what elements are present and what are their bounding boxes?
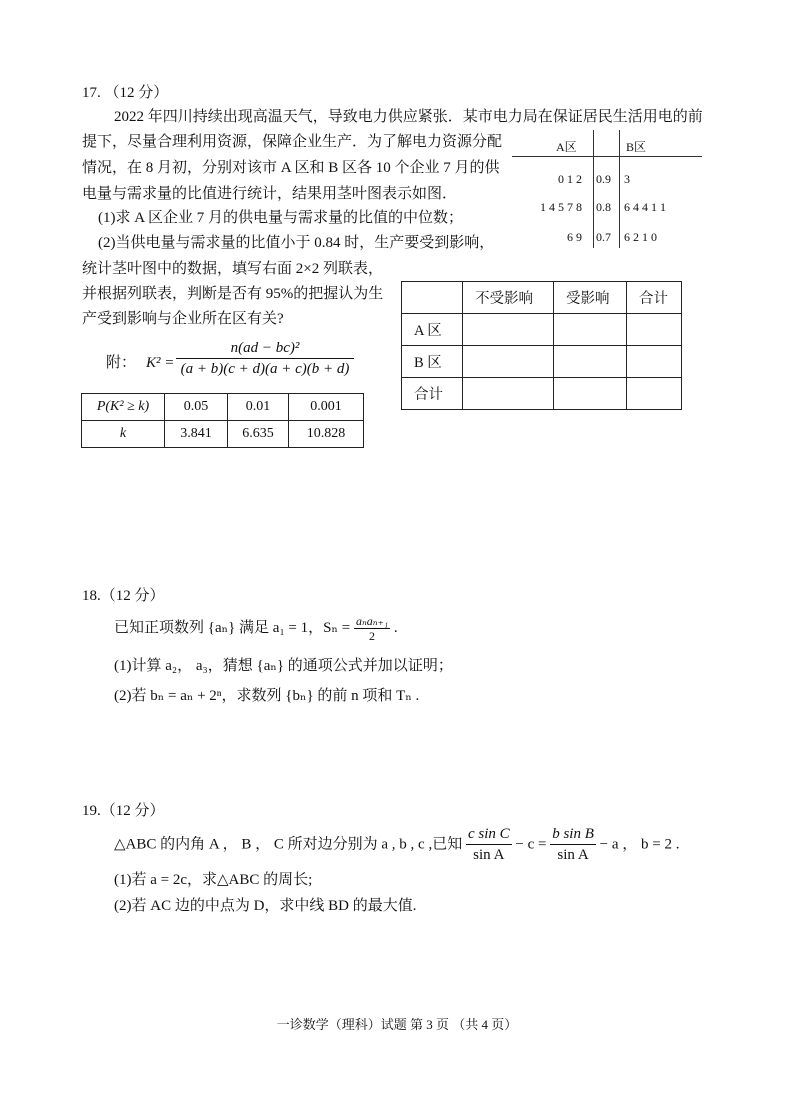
leaf-b-row1: 3 [624,172,630,186]
table-cell: 3.841 [165,421,228,448]
table-cell: 6.635 [228,421,289,448]
q18-line1-text: 已知正项数列 {aₙ} 满足 a₁ = 1，Sₙ = [114,619,351,636]
q18-frac-den: 2 [369,629,376,643]
q19-subquestion-2: (2)若 AC 边的中点为 D，求中线 BD 的最大值. [114,898,417,914]
table-row-label: 合计 [402,378,463,410]
table-row-label: A 区 [402,314,463,346]
q17-paragraph-line1: 2022 年四川持续出现高温天气，导致电力供应紧张．某市电力局在保证居民生活用电的前 [114,109,703,125]
table-cell[interactable] [463,314,554,346]
table-cell[interactable] [554,378,627,410]
q18-fraction [354,614,390,643]
table-header-cell: 受影响 [554,282,627,314]
formula-fraction [176,338,354,379]
contingency-table [401,281,682,410]
appendix-label: 附： [106,355,137,371]
table-header-cell: 合计 [627,282,682,314]
leaf-a-row1: 0 1 2 [558,172,582,186]
table-cell: 0.01 [228,394,289,421]
table-row [402,378,682,410]
table-cell [402,282,463,314]
q19-subquestion-1: (1)若 a = 2c，求△ABC 的周长; [114,872,313,888]
stem-leaf-plot [512,130,702,248]
stem-row1: 0.9 [596,172,611,186]
table-cell[interactable] [627,314,682,346]
q19-line1-mid: − c = [515,836,547,853]
critical-value-table [81,393,364,448]
q17-heading: 17. （12 分） [82,85,169,101]
formula-numerator: n(ad − bc)² [176,338,354,359]
q18-frac-num: aₙaₙ₊₁ [355,614,389,628]
formula-denominator: (a + b)(c + d)(a + c)(b + d) [180,361,350,377]
page-footer: 一诊数学（理科）试题 第 3 页 （共 4 页） [276,1017,518,1032]
leaf-a-row2: 1 4 5 7 8 [540,200,582,214]
stem-leaf-header-b: B区 [626,140,647,154]
q19-line1 [114,824,679,865]
q18-subquestion-2: (2)若 bₙ = aₙ + 2ⁿ，求数列 {bₙ} 的前 n 项和 Tₙ . [114,688,420,704]
q18-line1-end: . [393,619,398,636]
stem-row3: 0.7 [596,230,611,244]
q19-frac1-den: sin A [473,847,505,863]
table-cell: P(K² ≥ k) [82,394,165,421]
q18-heading: 18.（12 分） [82,588,165,604]
q17-paragraph-line6: 并根据列联表，判断是否有 95%的把握认为生 [82,286,384,302]
stem-row2: 0.8 [596,200,611,214]
q17-paragraph-line4: 电量与需求量的比值进行统计，结果用茎叶图表示如图． [82,186,458,202]
stem-leaf-left-rule [593,130,594,248]
q17-paragraph-line7: 产受到影响与企业所在区有关? [82,311,284,327]
table-cell: 0.05 [165,394,228,421]
q19-fraction-2 [550,824,596,865]
table-cell[interactable] [554,346,627,378]
table-cell: 0.001 [289,394,364,421]
leaf-b-row2: 6 4 4 1 1 [624,200,666,214]
stem-leaf-divider [512,156,702,157]
leaf-b-row3: 6 2 1 0 [624,230,657,244]
table-cell[interactable] [627,346,682,378]
q17-subquestion-2: (2)当供电量与需求量的比值小于 0.84 时，生产要受到影响， [98,235,495,251]
q19-line1-end: − a ， b = 2 . [599,836,680,853]
stem-leaf-header-a: A区 [556,140,577,154]
q18-line1 [114,614,398,643]
table-cell: 10.828 [289,421,364,448]
table-cell[interactable] [463,378,554,410]
table-row-label: B 区 [402,346,463,378]
q19-heading: 19.（12 分） [82,803,165,819]
table-row [82,394,364,421]
q17-subquestion-1: (1)求 A 区企业 7 月的供电量与需求量的比值的中位数； [98,210,463,226]
q19-frac2-num: b sin B [550,824,596,845]
q17-paragraph-line3: 情况，在 8 月初，分别对该市 A 区和 B 区各 10 个企业 7 月的供 [82,160,500,176]
table-row [402,314,682,346]
formula-lhs: K² = [146,355,175,371]
table-cell[interactable] [554,314,627,346]
q19-line1-text: △ABC 的内角 A ， B ， C 所对边分别为 a , b , c ,已知 [114,836,463,853]
q17-paragraph-line5: 统计茎叶图中的数据，填写右面 2×2 列联表， [82,261,383,277]
table-cell: k [82,421,165,448]
q19-fraction-1 [466,824,512,865]
q19-frac1-num: c sin C [466,824,512,845]
q17-paragraph-line2: 提下，尽量合理利用资源，保障企业生产．为了解电力资源分配 [82,134,503,150]
q19-frac2-den: sin A [557,847,589,863]
table-row [82,421,364,448]
leaf-a-row3: 6 9 [567,230,582,244]
stem-leaf-right-rule [619,130,620,248]
table-header-cell: 不受影响 [463,282,554,314]
table-cell[interactable] [463,346,554,378]
q18-subquestion-1: (1)计算 a₂， a₃，猜想 {aₙ} 的通项公式并加以证明； [114,658,453,674]
table-row [402,282,682,314]
table-cell[interactable] [627,378,682,410]
table-row [402,346,682,378]
